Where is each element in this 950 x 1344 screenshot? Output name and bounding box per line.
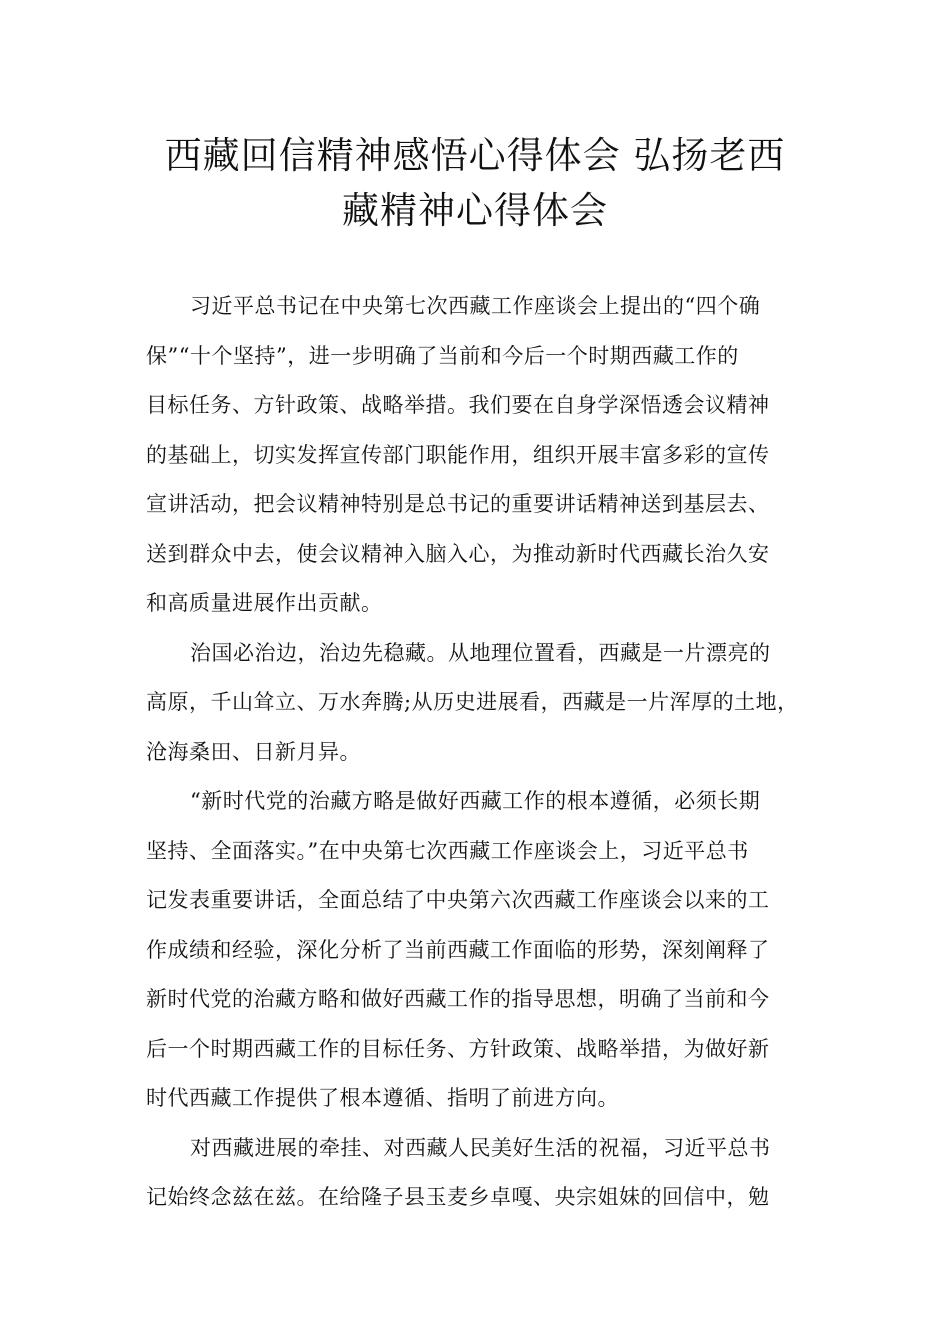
- paragraph-line: 宣讲活动，把会议精神特别是总书记的重要讲话精神送到基层去、: [146, 492, 770, 516]
- paragraph-line: 送到群众中去，使会议精神入脑入心，为推动新时代西藏长治久安: [146, 541, 770, 566]
- paragraph-line: 高原，千山耸立、万水奔腾;从历史进展看，西藏是一片浑厚的土地，: [146, 690, 799, 714]
- paragraph-line: 的基础上，切实发挥宣传部门职能作用，组织开展丰富多彩的宣传: [146, 442, 770, 467]
- paragraph-line: 作成绩和经验，深化分析了当前西藏工作面临的形势，深刻阐释了: [146, 937, 770, 962]
- paragraph-line: 保”“十个坚持”，进一步明确了当前和今后一个时期西藏工作的: [146, 343, 739, 368]
- paragraph-4: [146, 1124, 826, 1223]
- paragraph-line: 治国必治边，治边先稳藏。从地理位置看，西藏是一片漂亮的: [190, 640, 771, 665]
- title-line: 藏精神心得体会: [342, 189, 608, 232]
- paragraph-line: 记始终念兹在兹。在给隆子县玉麦乡卓嘎、央宗姐妹的回信中，勉: [146, 1185, 770, 1209]
- paragraph-line: 记发表重要讲话，全面总结了中央第六次西藏工作座谈会以来的工: [146, 888, 770, 912]
- paragraph-line: 时代西藏工作提供了根本遵循、指明了前进方向。: [146, 1086, 619, 1110]
- document-body: [146, 282, 826, 1223]
- paragraph-2: [146, 629, 826, 778]
- document-title: [100, 128, 850, 238]
- paragraph-line: “新时代党的治藏方略是做好西藏工作的根本遵循，必须长期: [190, 789, 761, 813]
- title-line: 西藏回信精神感悟心得体会 弘扬老西: [164, 134, 786, 177]
- paragraph-3: [146, 777, 826, 1124]
- paragraph-line: 后一个时期西藏工作的目标任务、方针政策、战略举措，为做好新: [146, 1036, 770, 1061]
- paragraph-line: 和高质量进展作出贡献。: [146, 591, 383, 615]
- paragraph-line: 沧海桑田、日新月异。: [146, 739, 361, 764]
- paragraph-line: 习近平总书记在中央第七次西藏工作座谈会上提出的“四个确: [190, 294, 761, 318]
- paragraph-line: 目标任务、方针政策、战略举措。我们要在自身学深悟透会议精神: [146, 393, 770, 417]
- paragraph-line: 坚持、全面落实。”在中央第七次西藏工作座谈会上，习近平总书: [146, 838, 749, 863]
- paragraph-line: 新时代党的治藏方略和做好西藏工作的指导思想，明确了当前和今: [146, 987, 770, 1011]
- paragraph-line: 对西藏进展的牵挂、对西藏人民美好生活的祝福，习近平总书: [190, 1135, 771, 1160]
- paragraph-1: [146, 282, 826, 629]
